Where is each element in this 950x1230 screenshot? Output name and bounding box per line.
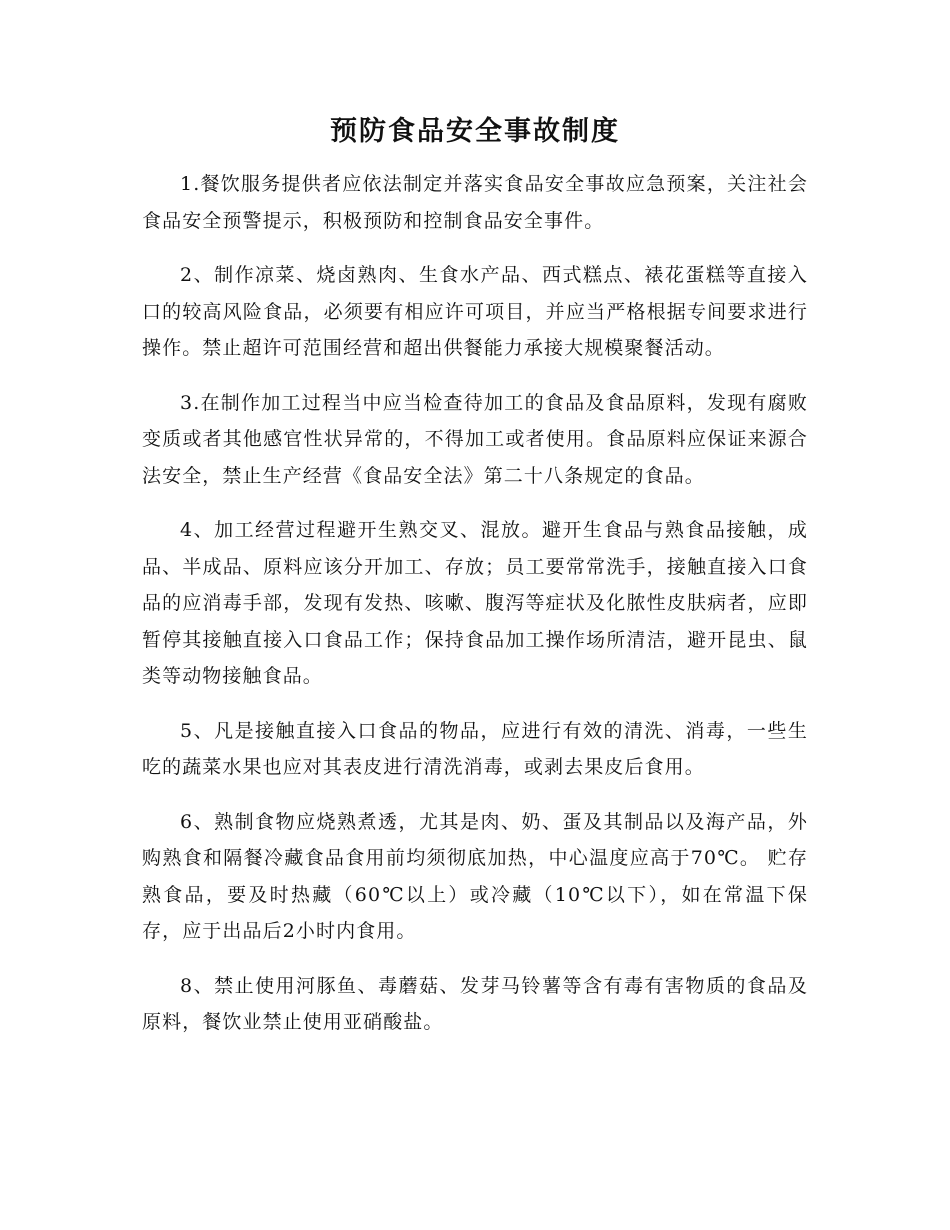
document-title: 预防食品安全事故制度 xyxy=(330,116,620,147)
document-body xyxy=(142,166,808,1059)
paragraph-1: 1.餐饮服务提供者应依法制定并落实食品安全事故应急预案，关注社会食品安全预警提示，积极预防和控制食品安全事件。 xyxy=(142,173,808,232)
paragraph-6: 6、熟制食物应烧熟煮透，尤其是肉、奶、蛋及其制品以及海产品，外购熟食和隔餐冷藏食品食用前均须彻底加热，中心温度应高于70℃。 贮存熟食品，要及时热藏（60℃以上）或冷藏（10℃以下），如在常温下保存，应于出品后2小时内食用。 xyxy=(142,810,808,942)
paragraph-2: 2、制作凉菜、烧卤熟肉、生食水产品、西式糕点、裱花蛋糕等直接入口的较高风险食品，必须要有相应许可项目，并应当严格根据专间要求进行操作。禁止超许可范围经营和超出供餐能力承接大规模聚餐活动。 xyxy=(142,264,808,359)
paragraph-5: 5、凡是接触直接入口食品的物品，应进行有效的清洗、消毒，一些生吃的蔬菜水果也应对其表皮进行清洗消毒，或剥去果皮后食用。 xyxy=(142,719,808,778)
paragraph-3: 3.在制作加工过程当中应当检查待加工的食品及食品原料，发现有腐败变质或者其他感官性状异常的，不得加工或者使用。食品原料应保证来源合法安全，禁止生产经营《食品安全法》第二十八条规定的食品。 xyxy=(142,391,808,487)
paragraph-4: 4、加工经营过程避开生熟交叉、混放。避开生食品与熟食品接触，成品、半成品、原料应该分开加工、存放；员工要常常洗手，接触直接入口食品的应消毒手部，发现有发热、咳嗽、腹泻等症状及化脓性皮肤病者，应即暂停其接触直接入口食品工作；保持食品加工操作场所清洁，避开昆虫、鼠类等动物接触食品。 xyxy=(142,519,808,687)
paragraph-8: 8、禁止使用河豚鱼、毒蘑菇、发芽马铃薯等含有毒有害物质的食品及原料，餐饮业禁止使用亚硝酸盐。 xyxy=(142,974,808,1033)
